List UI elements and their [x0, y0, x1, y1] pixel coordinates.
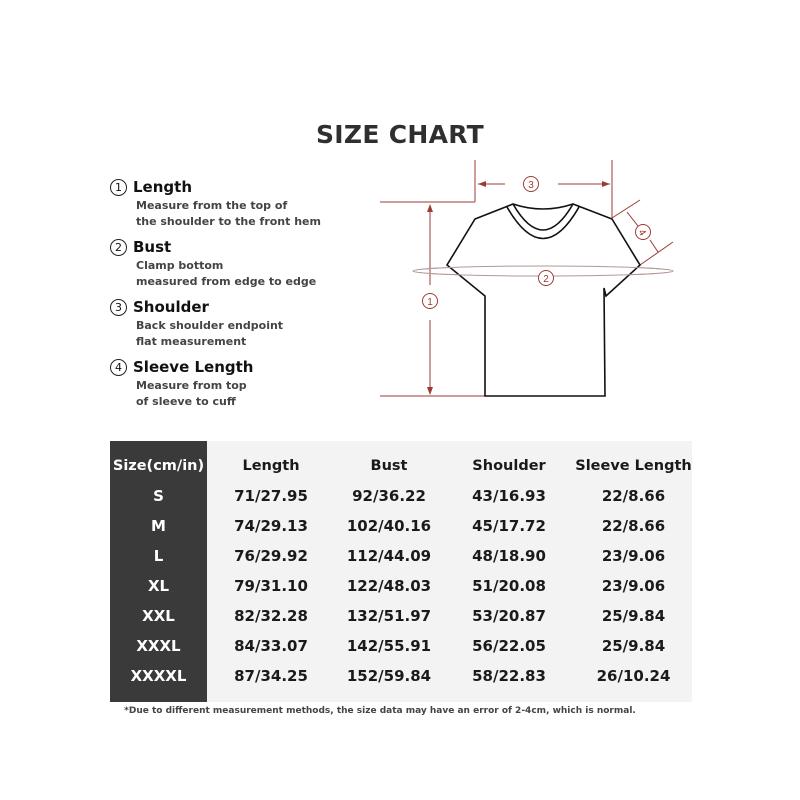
legend-desc-line: of sleeve to cuff	[136, 395, 236, 408]
cell-size: XXXXL	[130, 667, 187, 685]
cell-bust: 142/55.91	[346, 637, 432, 655]
tshirt-diagram	[370, 160, 680, 410]
legend-label: Shoulder	[133, 298, 209, 316]
cell-length: 82/32.28	[234, 607, 308, 625]
header-sleeve-length: Sleeve Length	[575, 458, 692, 474]
marker-2-label: 2	[543, 274, 549, 285]
table-header-row	[110, 451, 692, 481]
marker-2-icon	[539, 271, 554, 286]
marker-4-icon	[636, 225, 651, 240]
cell-length: 79/31.10	[234, 577, 308, 595]
cell-sleeve-length: 23/9.06	[601, 577, 666, 595]
marker-3-label: 3	[528, 180, 534, 191]
cell-length: 74/29.13	[234, 517, 308, 535]
cell-size: XL	[147, 577, 170, 595]
size-table	[110, 441, 692, 702]
cell-bust: 132/51.97	[346, 607, 432, 625]
number-1-icon: 1	[110, 179, 127, 196]
cell-sleeve-length: 22/8.66	[601, 517, 666, 535]
cell-bust: 112/44.09	[346, 547, 432, 565]
cell-bust: 92/36.22	[352, 487, 426, 505]
legend-label: Length	[133, 178, 192, 196]
page-title: SIZE CHART	[315, 120, 484, 149]
cell-shoulder: 43/16.93	[472, 487, 546, 505]
cell-length: 87/34.25	[234, 667, 308, 685]
legend-label: Sleeve Length	[133, 358, 254, 376]
number-3-icon: 3	[110, 299, 127, 316]
legend-desc-line: Clamp bottom	[136, 259, 224, 272]
cell-length: 71/27.95	[234, 487, 308, 505]
marker-4-label: 4	[635, 227, 648, 238]
cell-shoulder: 51/20.08	[472, 577, 546, 595]
cell-sleeve-length: 26/10.24	[596, 667, 671, 685]
number-2-icon: 2	[110, 239, 127, 256]
marker-1-label: 1	[427, 297, 433, 308]
legend-item-bust	[110, 236, 370, 290]
legend-desc-line: Measure from top	[136, 379, 247, 392]
legend-item-sleeve-length	[110, 356, 370, 410]
legend-desc-line: measured from edge to edge	[136, 275, 317, 288]
cell-bust: 122/48.03	[346, 577, 432, 595]
table-row	[110, 481, 692, 511]
legend-item-length	[110, 176, 370, 230]
cell-shoulder: 56/22.05	[472, 637, 546, 655]
legend-item-shoulder	[110, 296, 370, 350]
table-row	[110, 601, 692, 631]
cell-shoulder: 53/20.87	[472, 607, 546, 625]
cell-size: L	[153, 547, 164, 565]
cell-bust: 102/40.16	[346, 517, 432, 535]
cell-shoulder: 58/22.83	[472, 667, 546, 685]
header-size: Size(cm/in)	[112, 458, 205, 474]
cell-length: 76/29.92	[234, 547, 308, 565]
table-row	[110, 541, 692, 571]
cell-sleeve-length: 22/8.66	[601, 487, 666, 505]
cell-shoulder: 45/17.72	[472, 517, 546, 535]
cell-bust: 152/59.84	[346, 667, 432, 685]
measurement-legend	[110, 176, 370, 416]
legend-desc-line: the shoulder to the front hem	[136, 215, 321, 228]
measurement-disclaimer: *Due to different measurement methods, the size data may have an error of 2-4cm, which is normal.	[124, 706, 636, 716]
header-shoulder: Shoulder	[472, 458, 546, 474]
header-length: Length	[242, 458, 300, 474]
table-row	[110, 661, 692, 691]
cell-sleeve-length: 25/9.84	[601, 607, 666, 625]
header-bust: Bust	[370, 458, 408, 474]
cell-size: XXXL	[136, 637, 181, 655]
marker-1-icon	[423, 294, 438, 309]
legend-desc-line: Measure from the top of	[136, 199, 288, 212]
number-4-icon: 4	[110, 359, 127, 376]
table-row	[110, 631, 692, 661]
legend-label: Bust	[133, 238, 172, 256]
cell-shoulder: 48/18.90	[472, 547, 546, 565]
legend-desc-line: flat measurement	[136, 335, 247, 348]
cell-length: 84/33.07	[234, 637, 308, 655]
cell-sleeve-length: 25/9.84	[601, 637, 666, 655]
table-row	[110, 571, 692, 601]
table-row	[110, 511, 692, 541]
cell-sleeve-length: 23/9.06	[601, 547, 666, 565]
cell-size: XXL	[142, 607, 175, 625]
cell-size: S	[153, 487, 164, 505]
legend-desc-line: Back shoulder endpoint	[136, 319, 284, 332]
cell-size: M	[151, 517, 166, 535]
marker-3-icon	[524, 177, 539, 192]
